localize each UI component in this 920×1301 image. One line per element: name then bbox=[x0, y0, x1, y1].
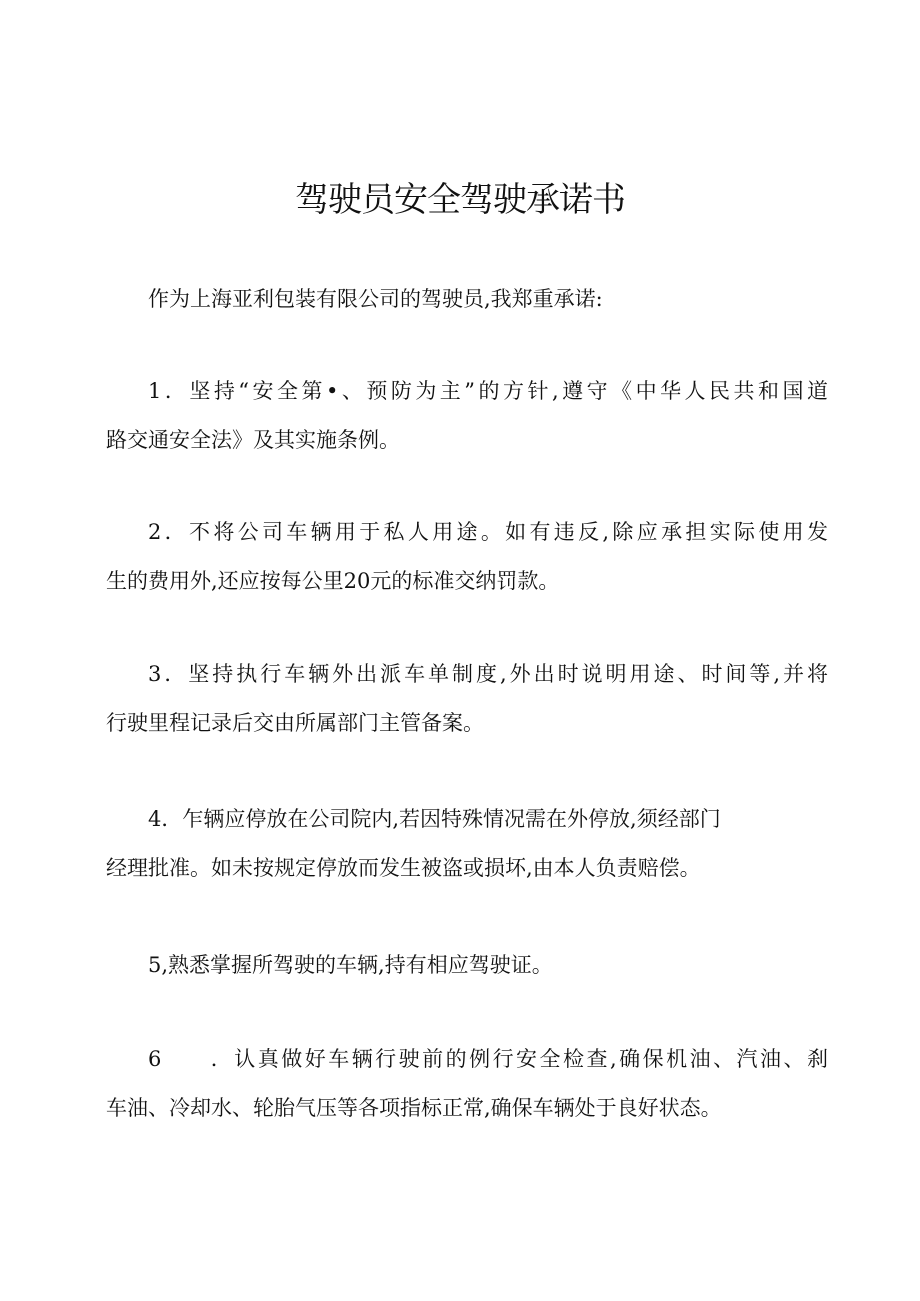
document-title: 驾驶员安全驾驶承诺书 bbox=[295, 180, 625, 220]
item-1-line-2: 路交通安全法》及其实施条例。 bbox=[106, 428, 400, 452]
item-5-line-1: 5,熟悉掌握所驾驶的车辆,持有相应驾驶证。 bbox=[148, 953, 553, 977]
item-2-line-1: 2．不将公司车辆用于私人用途。如有违反,除应承担实际使用发 bbox=[148, 520, 828, 544]
item-3-line-1: 3．坚持执行车辆外出派车单制度,外出时说明用途、时间等,并将 bbox=[148, 662, 828, 686]
item-6-line-1: 6 ．认真做好车辆行驶前的例行安全检查,确保机油、汽油、刹 bbox=[148, 1047, 828, 1071]
item-1-line-1: 1．坚持“安全第•、预防为主”的方针,遵守《中华人民共和国道 bbox=[148, 379, 828, 403]
intro-text: 作为上海亚利包装有限公司的驾驶员,我郑重承诺: bbox=[148, 287, 603, 311]
item-6-line-2: 车油、冷却水、轮胎气压等各项指标正常,确保车辆处于良好状态。 bbox=[106, 1096, 722, 1120]
item-4-line-1: 4．乍辆应停放在公司院内,若因特殊情况需在外停放,须经部门 bbox=[148, 807, 721, 831]
item-2-line-2: 生的费用外,还应按每公里20元的标准交纳罚款。 bbox=[106, 569, 560, 593]
item-3-line-2: 行驶里程记录后交由所属部门主管备案。 bbox=[106, 711, 484, 735]
item-4-line-2: 经理批准。如未按规定停放而发生被盗或损坏,由本人负责赔偿。 bbox=[106, 856, 701, 880]
